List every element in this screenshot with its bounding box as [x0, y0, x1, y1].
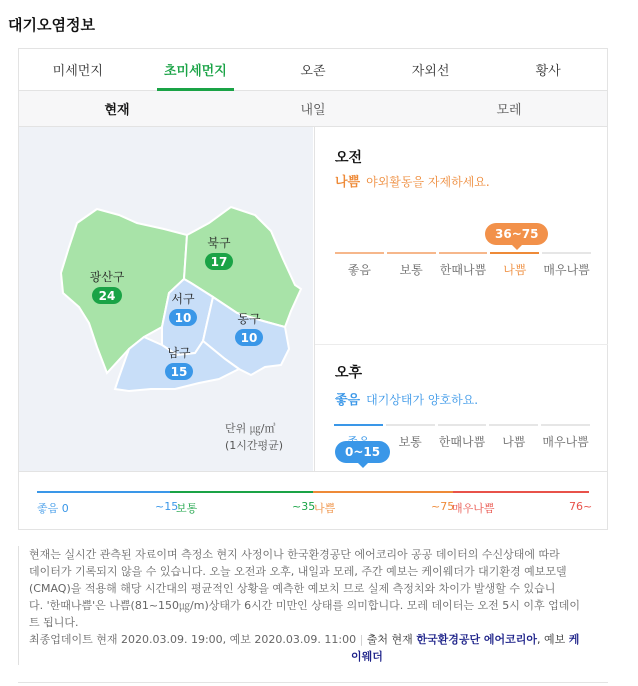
district-value-gwangsan: 24 [98, 289, 116, 303]
air-quality-panel [18, 48, 608, 530]
am-message: 야외활동을 자제하세요. [366, 175, 490, 189]
source-link-kweather-b[interactable]: 이웨더 [351, 650, 383, 663]
pm-scale-very-bad: 매우나쁨 [541, 424, 590, 450]
legend-bar-bad [313, 491, 453, 493]
pm-scale-normal: 보통 [386, 424, 435, 450]
legend-threshold-35: ~35 [292, 500, 316, 513]
legend-bad-label: 나쁨 [314, 502, 336, 515]
forecast-panel [314, 127, 607, 471]
day-tab-day-after[interactable]: 모레 [496, 103, 522, 118]
unit-line-2: (1시간평균) [225, 439, 284, 452]
pm-status [335, 389, 478, 408]
am-grade-scale [335, 252, 591, 278]
note-line-3: (CMAQ)을 적용해 해당 시간대의 평균적인 상황을 예측한 예보치 므로 실제 측정치와 차이가 발생할 수 있습니 [29, 582, 556, 595]
source-line-2 [29, 648, 598, 665]
district-value-dong: 10 [240, 331, 258, 345]
tab-fine-dust[interactable]: 미세먼지 [52, 64, 103, 79]
tab-ultrafine-dust[interactable]: 초미세먼지 [137, 49, 255, 90]
tab-ozone[interactable]: 오존 [300, 64, 326, 79]
legend-threshold-76: 76~ [569, 500, 593, 513]
district-label-dong: 동구 [237, 312, 261, 326]
grade-legend [19, 471, 607, 529]
legend-threshold-75: ~75 [431, 500, 455, 513]
legend-threshold-15: ~15 [155, 500, 179, 513]
am-scale-very-bad: 매우나쁨 [542, 252, 591, 278]
tab-yellow-dust[interactable]: 황사 [535, 64, 561, 79]
update-info: 최종업데이트 현재 2020.03.09. 19:00, 예보 2020.03.09. 11:00 | 출처 현재 한국환경공단 에어코리아, 예보 케 [29, 633, 580, 646]
source-mid: , 예보 [537, 633, 566, 646]
district-label-buk: 북구 [207, 236, 231, 250]
source-link-airkorea[interactable]: 한국환경공단 에어코리아 [416, 633, 538, 646]
pm-scale-good: 좋음 [334, 424, 383, 450]
note-line-1: 현재는 실시간 관측된 자료이며 측정소 현지 사정이나 한국환경공단 에어코리아 공공 데이터의 수신상태에 따라 [29, 548, 560, 561]
pm-grade: 좋음 [335, 393, 361, 408]
pm-scale-temp-bad: 한때나쁨 [438, 424, 487, 450]
pm-message: 대기상태가 양호하요. [366, 393, 479, 407]
district-label-nam: 남구 [167, 346, 191, 360]
am-range-bubble: 36~75 [485, 223, 548, 245]
note-line-2: 데이터가 기록되지 않을 수 있습니다. 오늘 오전과 오후, 내일과 모레, 주간 예보는 케이웨더가 대기환경 예보모델 [29, 565, 567, 578]
legend-bar-very-bad [453, 491, 589, 493]
unit-line-1: 단위 ㎍/㎥ [225, 422, 276, 435]
legend-bar-normal [170, 491, 313, 493]
am-period-title: 오전 [335, 150, 363, 166]
district-map [19, 127, 313, 471]
note-line-4: 다. '한때나쁨'은 나쁨(81~150㎍/m)상태가 6시간 미만인 상태를 의미합니다. 모레 데이터는 오전 5시 이후 업데이 [29, 599, 580, 612]
am-scale-temp-bad: 한때나쁨 [439, 252, 488, 278]
district-value-buk: 17 [210, 255, 228, 269]
day-tab-tomorrow[interactable]: 내일 [300, 103, 326, 118]
bottom-divider [18, 682, 608, 683]
source-prefix: 출처 현재 [366, 633, 413, 646]
district-value-seo: 10 [174, 311, 192, 325]
am-pm-divider [315, 344, 608, 345]
district-value-nam: 15 [170, 365, 188, 379]
day-tab-now[interactable]: 현재 [104, 103, 130, 118]
legend-bar-good [37, 491, 170, 493]
am-grade: 나쁨 [335, 175, 361, 190]
am-scale-normal: 보통 [387, 252, 436, 278]
day-tabs [19, 91, 607, 127]
legend-good-label: 좋음 0 [37, 502, 69, 515]
source-link-kweather-a[interactable]: 케 [568, 633, 580, 646]
pm-scale-bad: 나쁨 [489, 424, 538, 450]
page-title: 대기오염정보 [8, 16, 95, 34]
pollutant-tabs [19, 49, 607, 91]
am-status [335, 171, 490, 190]
am-scale-good: 좋음 [335, 252, 384, 278]
pm-range-bubble: 0~15 [335, 441, 390, 463]
tab-uv[interactable]: 자외선 [411, 64, 450, 79]
update-time: 최종업데이트 현재 2020.03.09. 19:00, 예보 2020.03.09. 11:00 [29, 633, 357, 646]
district-label-gwangsan: 광산구 [89, 270, 125, 284]
unit-note [225, 420, 283, 454]
legend-normal-label: 보통 [176, 502, 198, 515]
pm-grade-scale-bar [334, 424, 590, 450]
district-label-seo: 서구 [171, 292, 195, 306]
note-line-5: 트 됩니다. [29, 616, 79, 629]
pm-period-title: 오후 [335, 365, 363, 381]
legend-very-bad-label: 매우나쁨 [452, 502, 495, 515]
info-notes [18, 546, 598, 665]
am-scale-bad: 나쁨 [490, 252, 539, 278]
